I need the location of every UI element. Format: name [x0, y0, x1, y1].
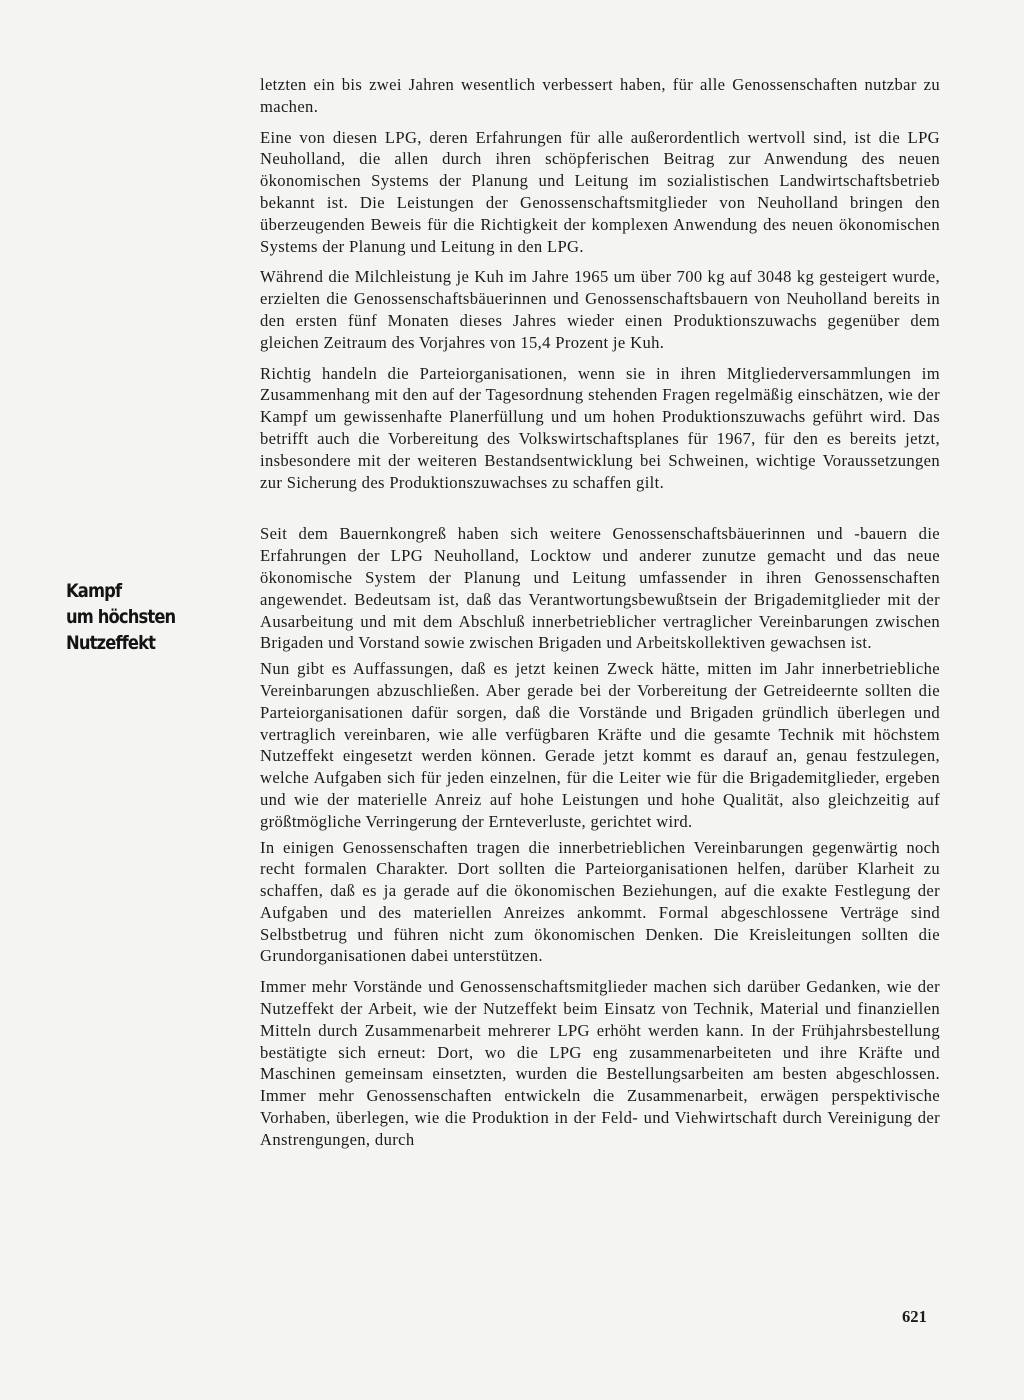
paragraph: Seit dem Bauernkongreß haben sich weitere Genossenschaftsbäuerinnen und -bauern die Erfahrungen der LPG Neuholland, Locktow und anderer zunutze gemacht und das neue ökonomische System der Planung und Leitung umfassender in ihren Genossenschaften angewendet. Bedeutsam ist, daß das Verantwortungsbewußtsein der Brigademitglieder mit der Ausarbeitung und mit dem Abschluß innerbetrieblicher vertraglicher Vereinbarungen zwischen Brigaden und Vorstand sowie zwischen Brigaden und Arbeitskollektiven gewachsen ist.: [260, 524, 940, 653]
margin-heading-line: Nutzeffekt: [66, 632, 156, 654]
paragraph: Immer mehr Vorstände und Genossenschaftsmitglieder machen sich darüber Gedanken, wie der Nutzeffekt der Arbeit, wie der Nutzeffekt beim Einsatz von Technik, Material und finanziellen Mitteln durch Zusammenarbeit mehrerer LPG erhöht werden kann. In der Frühjahrsbestellung bestätigte sich erneut: Dort, wo die LPG eng zusammenarbeiteten und ihre Kräfte und Maschinen gemeinsam einsetzten, wurden die Bestellungsarbeiten am besten abgeschlossen. Immer mehr Genossenschaften entwickeln die Zusammenarbeit, erwägen perspektivische Vorhaben, überlegen, wie die Produktion in der Feld- und Viehwirtschaft durch Vereinigung der Anstrengungen, durch: [260, 977, 940, 1149]
paragraph: In einigen Genossenschaften tragen die innerbetrieblichen Vereinbarungen gegenwärtig noch recht formalen Charakter. Dort sollten die Parteiorganisationen helfen, darüber Klarheit zu schaffen, daß es ja gerade auf die ökonomischen Beziehungen, auf die exakte Festlegung der Aufgaben und des materiellen Anreizes ankommt. Formal abgeschlossene Verträge sind Selbstbetrug und führen nicht zum ökonomischen Denken. Die Kreisleitungen sollten die Grundorganisationen dabei unterstützen.: [260, 837, 940, 966]
page-number: 621: [902, 1307, 927, 1326]
paragraph: Nun gibt es Auffassungen, daß es jetzt keinen Zweck hätte, mitten im Jahr innerbetriebliche Vereinbarungen abzuschließen. Aber gerade bei der Vorbereitung der Getreideernte sollten die Parteiorganisationen dafür sorgen, daß die Vorstände und Brigaden gründlich überlegen und vertraglich vereinbaren, wie alle verfügbaren Kräfte und die gesamte Technik mit höchstem Nutzeffekt eingesetzt werden können. Gerade jetzt kommt es darauf an, genau festzulegen, welche Aufgaben sich für jeden einzelnen, für die Leiter wie für die Brigademitglieder, ergeben und wie der materielle Anreiz auf hohe Leistungen und hohe Qualität, also gleichzeitig auf größtmögliche Verringerung der Ernteverluste, gerichtet wird.: [260, 659, 940, 831]
margin-heading-line: um höchsten: [66, 606, 176, 628]
paragraph: Eine von diesen LPG, deren Erfahrungen für alle außerordentlich wertvoll sind, ist die LPG Neuholland, die allen durch ihren schöpferischen Beitrag zur Anwendung des neuen ökonomischen Systems der Planung und Leitung im sozialistischen Landwirtschaftsbetrieb bekannt ist. Die Leistungen der Genossenschaftsmitglieder von Neuholland bringen den überzeugenden Beweis für die Richtigkeit der komplexen Anwendung des neuen ökonomischen Systems der Planung und Leitung in den LPG.: [260, 127, 940, 256]
paragraph: Während die Milchleistung je Kuh im Jahre 1965 um über 700 kg auf 3048 kg gesteigert wurde, erzielten die Genossenschaftsbäuerinnen und Genossenschaftsbauern von Neuholland bereits in den ersten fünf Monaten dieses Jahres wieder einen Produktionszuwachs gegenüber dem gleichen Zeitraum des Vorjahres von 15,4 Prozent je Kuh.: [260, 267, 940, 352]
margin-heading: [66, 578, 195, 656]
paragraph: Richtig handeln die Parteiorganisationen, wenn sie in ihren Mitgliederversammlungen im Zusammenhang mit den auf der Tagesordnung stehenden Fragen regelmäßig einschätzen, wie der Kampf um gewissenhafte Planerfüllung und um hohen Produktionszuwachs geführt wird. Das betrifft auch die Vorbereitung des Volkswirtschaftsplanes für 1967, für den es bereits jetzt, insbesondere mit der weiteren Bestandsentwicklung bei Schweinen, wichtige Voraussetzungen zur Sicherung des Produktionszuwachses zu schaffen gilt.: [260, 363, 940, 492]
body-text: [260, 74, 940, 1151]
margin-heading-line: Kampf: [66, 580, 122, 602]
paragraph: letzten ein bis zwei Jahren wesentlich verbessert haben, für alle Genossenschaften nutzbar zu machen.: [260, 75, 940, 116]
